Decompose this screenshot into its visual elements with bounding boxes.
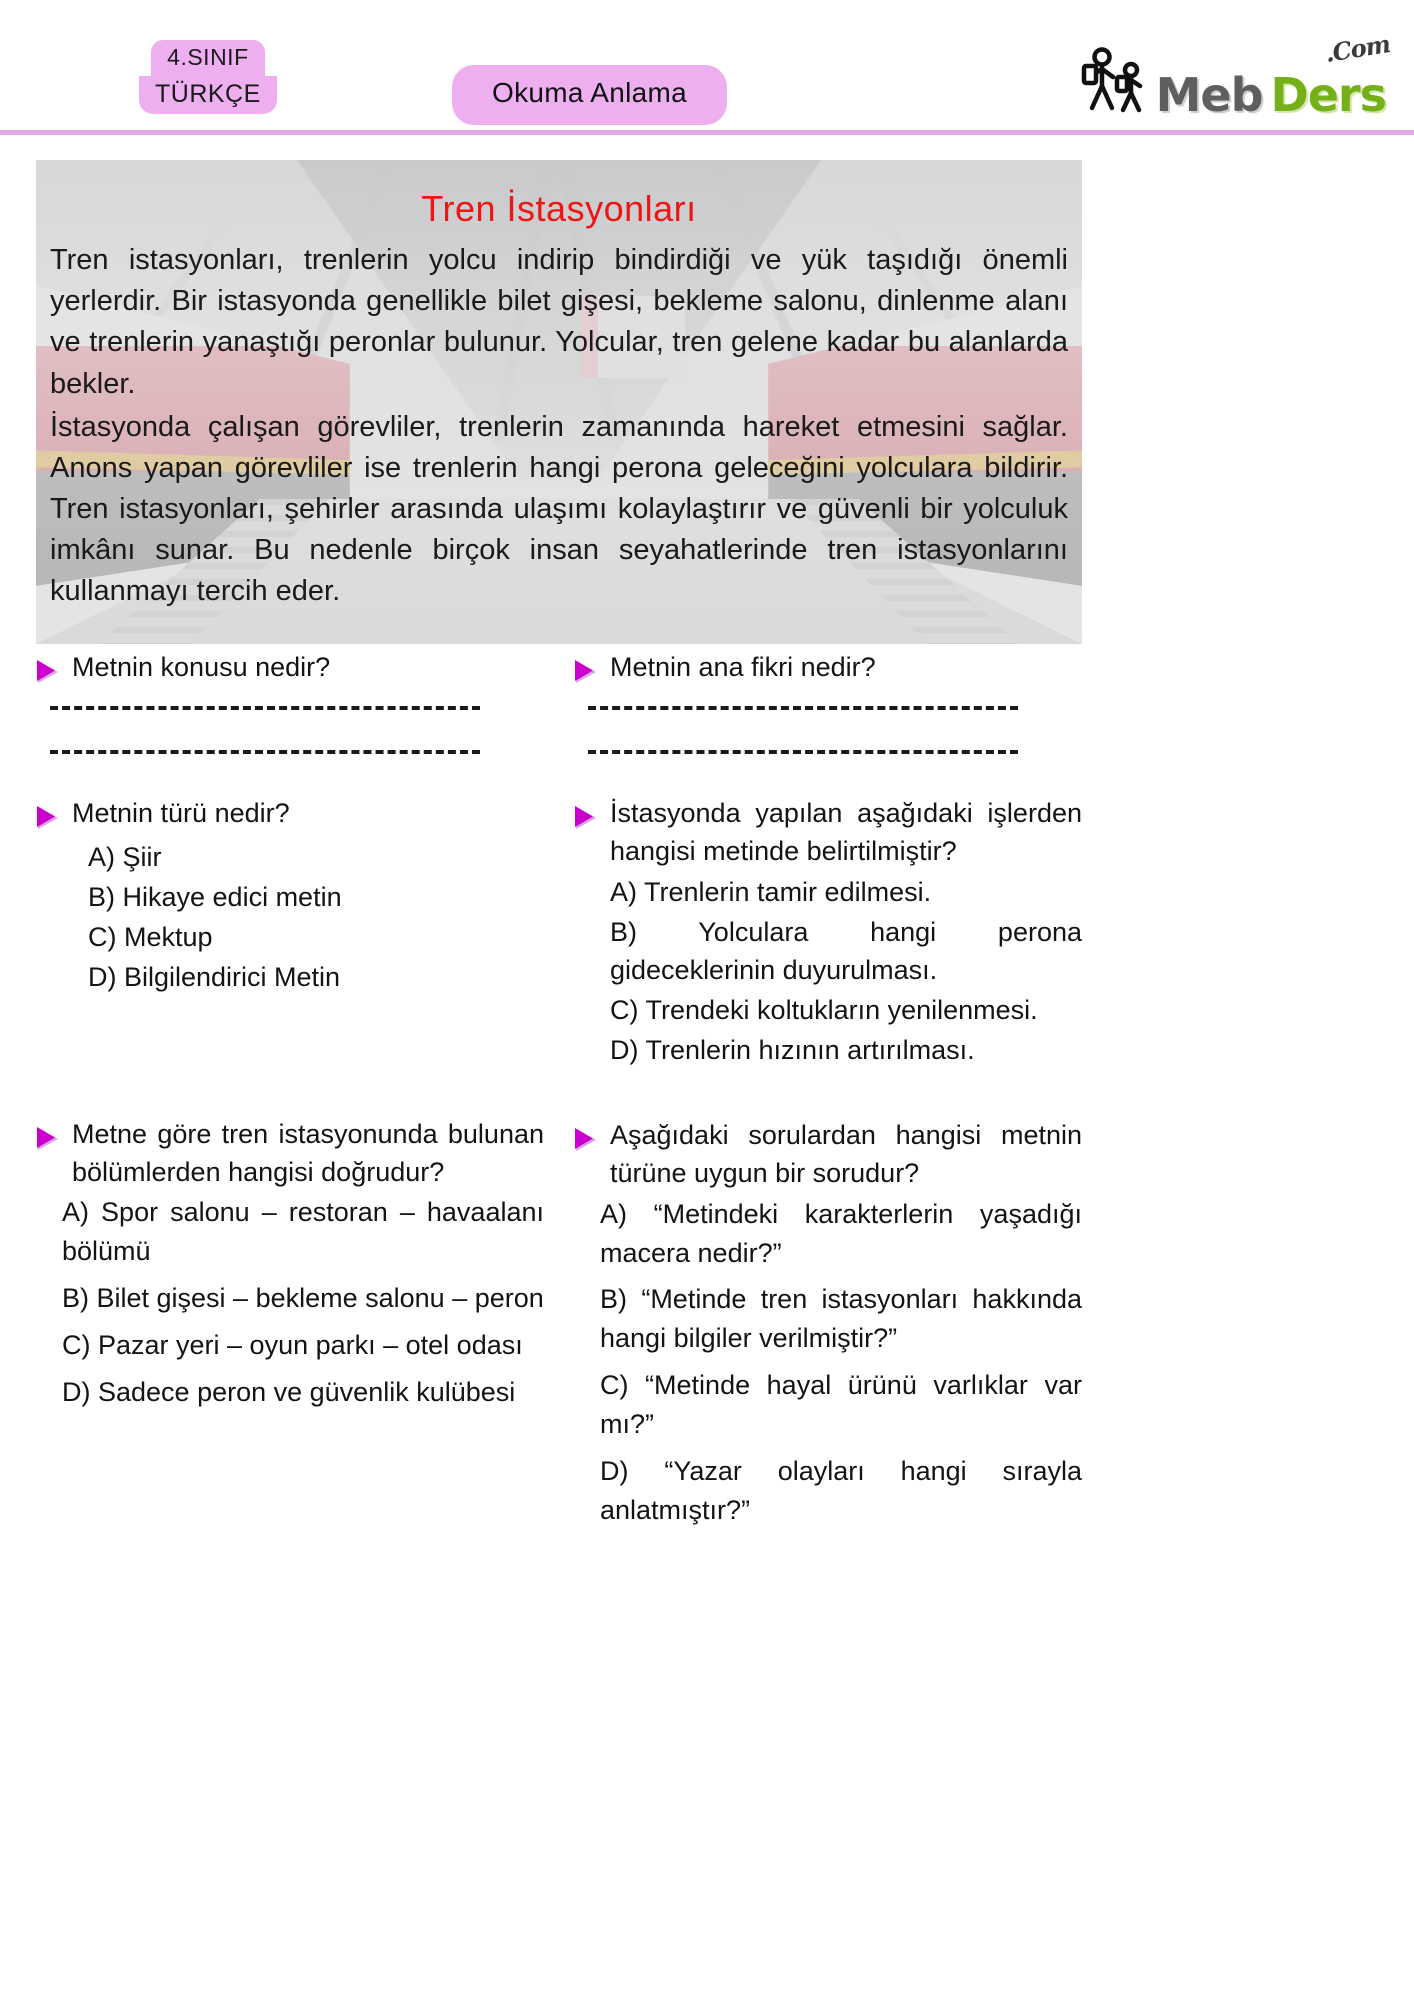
option-d[interactable]: D) Sadece peron ve güvenlik kulübesi	[62, 1376, 516, 1407]
question-1-prompt: Metnin konusu nedir?	[72, 652, 331, 682]
reading-passage-panel	[36, 160, 1082, 644]
question-3-prompt: Metnin türü nedir?	[72, 798, 290, 828]
question-5-options	[36, 1193, 544, 1411]
answer-line[interactable]	[588, 750, 1018, 754]
site-logo	[1078, 29, 1392, 122]
answer-line[interactable]	[50, 750, 480, 754]
option-b[interactable]: B) Bilet gişesi – bekleme salonu – peron	[62, 1282, 544, 1313]
grade-subject-badge-stack	[139, 40, 277, 114]
question-2	[574, 648, 1082, 754]
walking-people-icon	[1078, 46, 1152, 120]
triangle-bullet-icon	[36, 658, 62, 690]
triangle-bullet-icon	[36, 804, 62, 836]
question-2-answer-area[interactable]	[588, 706, 1082, 754]
question-2-prompt: Metnin ana fikri nedir?	[610, 652, 876, 682]
triangle-bullet-icon	[574, 658, 600, 690]
option-d[interactable]: D) Bilgilendirici Metin	[88, 961, 341, 992]
header-divider	[0, 130, 1414, 135]
question-1	[36, 648, 544, 754]
option-c[interactable]: C) “Metinde hayal ürünü varlıklar var mı?”	[600, 1370, 1082, 1440]
option-c[interactable]: C) Pazar yeri – oyun parkı – otel odası	[62, 1329, 523, 1360]
triangle-bullet-icon	[36, 1125, 62, 1157]
answer-line[interactable]	[50, 706, 480, 710]
question-3	[36, 794, 544, 997]
subject-badge: TÜRKÇE	[139, 76, 277, 114]
passage-paragraph-2: İstasyonda çalışan görevliler, trenlerin zamanında hareket etmesini sağlar. Anons yapan görevliler ise trenlerin hangi perona geleceğini yolculara bildirir. Tren istasyonları, şehirler arasında ulaşımı kolaylaştırır ve güvenli bir yolculuk imkânı sunar. Bu nedenle birçok insan seyahatlerinde tren istasyonlarını kullanmayı tercih eder.	[50, 410, 1068, 608]
question-4-prompt: İstasyonda yapılan aşağıdaki işlerden hangisi metinde belirtilmiştir?	[610, 798, 1082, 867]
passage-paragraph-1: Tren istasyonları, trenlerin yolcu indirip bindirdiği ve yük taşıdığı önemli yerlerdir. Bir istasyonda genellikle bilet gişesi, bekleme salonu, dinlenme alanı ve trenlerin yanaştığı peronlar bulunur. Yolcular, tren gelene kadar bu alanlarda bekler.	[50, 244, 1068, 400]
logo-com-text: .Com	[1323, 29, 1392, 68]
question-6	[574, 1116, 1082, 1530]
page-header	[0, 0, 1414, 155]
option-c[interactable]: C) Trendeki koltukların yenilenmesi.	[610, 995, 1038, 1026]
topic-pill: Okuma Anlama	[452, 65, 727, 125]
logo-ders-text: Ders	[1270, 68, 1386, 122]
triangle-bullet-icon	[574, 1126, 600, 1158]
passage-title: Tren İstasyonları	[421, 188, 697, 229]
triangle-bullet-icon	[574, 804, 600, 836]
option-c[interactable]: C) Mektup	[88, 921, 213, 952]
option-a[interactable]: A) Spor salonu – restoran – havaalanı bölümü	[62, 1197, 544, 1267]
question-5	[36, 1115, 544, 1412]
question-6-prompt: Aşağıdaki sorulardan hangisi metnin türüne uygun bir sorudur?	[610, 1120, 1082, 1189]
questions-grid	[36, 648, 1082, 1538]
option-d[interactable]: D) “Yazar olayları hangi sırayla anlatmıştır?”	[600, 1455, 1082, 1525]
option-b[interactable]: B) Hikaye edici metin	[88, 881, 342, 912]
answer-line[interactable]	[588, 706, 1018, 710]
question-5-prompt: Metne göre tren istasyonunda bulunan bölümlerden hangisi doğrudur?	[72, 1118, 544, 1187]
grade-badge: 4.SINIF	[151, 40, 264, 76]
option-b[interactable]: B) Yolculara hangi perona gideceklerinin duyurulması.	[610, 916, 1082, 986]
questions-right-column	[544, 648, 1082, 1538]
option-a[interactable]: A) Şiir	[88, 842, 162, 872]
question-4	[574, 794, 1082, 1070]
logo-meb-text: Meb	[1155, 68, 1263, 122]
question-3-options	[36, 838, 544, 997]
question-4-options	[574, 873, 1082, 1070]
option-a[interactable]: A) Trenlerin tamir edilmesi.	[610, 876, 932, 907]
questions-left-column	[36, 648, 544, 1538]
question-1-answer-area[interactable]	[50, 706, 544, 754]
logo-wordmark	[1155, 29, 1392, 122]
option-a[interactable]: A) “Metindeki karakterlerin yaşadığı macera nedir?”	[600, 1198, 1082, 1268]
option-d[interactable]: D) Trenlerin hızının artırılması.	[610, 1035, 975, 1066]
question-6-options	[574, 1195, 1082, 1530]
option-b[interactable]: B) “Metinde tren istasyonları hakkında hangi bilgiler verilmiştir?”	[600, 1284, 1082, 1354]
